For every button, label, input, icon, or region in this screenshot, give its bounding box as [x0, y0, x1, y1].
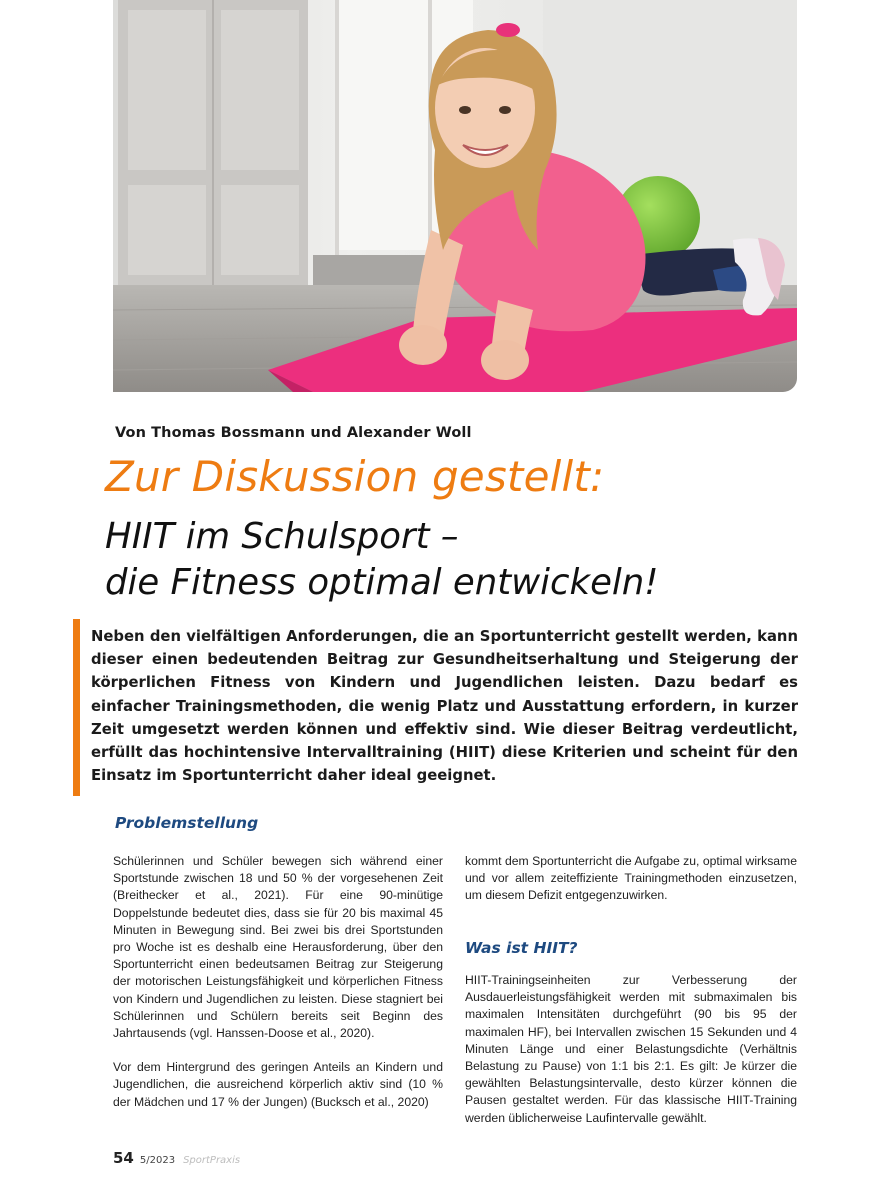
lead-paragraph: Neben den vielfältigen Anforderungen, die an Sportunterricht gestellt werden, kann dieser einen bedeutenden Beitrag zur Gesundheitserhaltung und Steigerung der körperlichen Fitness von Kindern und Jugendlichen leisten. Dazu bedarf es einfacher Trainingsmethoden, die wenig Platz und Ausstattung erfordern, in kurzer Zeit umgesetzt werden können und effektiv sind. Wie dieser Beitrag verdeutlicht, erfüllt das hochintensive Intervalltraining (HIIT) diese Kriterien und scheint für den Einsatz im Sportunterricht daher ideal geeignet.: [91, 628, 798, 785]
page-footer: [113, 1149, 240, 1167]
subtitle: [105, 514, 659, 606]
lead-accent-bar: [73, 619, 80, 796]
subtitle-line-1: HIIT im Schulsport –: [105, 516, 459, 557]
headline: Zur Diskussion gestellt:: [105, 452, 605, 501]
body-paragraph-continued: kommt dem Sportunterricht die Aufgabe zu, optimal wirksame und vor allem zeiteffiziente Trainingmethoden einzusetzen, um diesem Defizit entgegenzuwirken.: [465, 854, 797, 903]
body-paragraph: HIIT-Trainingseinheiten zur Verbesserung der Ausdauerleistungsfähigkeit werden mit submaximalen bis maximalen Intensitäten durchgeführt (90 bis 95 der maximalen HF), bei Intervallen zwischen 15 Sekunden und 4 Minuten Länge und einer Belastungsdichte (Verhältnis Belastung zu Pause) von 1:1 bis 2:1. Es gilt: Je kürzer die gewählten Belastungsintervalle, desto kürzer können die Pausen gestaltet werden. Für das klassische HIIT-Training werden üblicherweise Laufintervalle gewählt.: [465, 973, 797, 1125]
page-number: 54: [113, 1149, 134, 1167]
hero-photo: [113, 0, 797, 392]
section-heading-problemstellung: Problemstellung: [115, 814, 259, 832]
journal-name: SportPraxis: [183, 1155, 241, 1166]
body-paragraph: Vor dem Hintergrund des geringen Anteils an Kindern und Jugendlichen, die ausreichend körperlich aktiv sind (10 % der Mädchen und 17 % der Jungen) (Bucksch et al., 2020): [113, 1060, 443, 1109]
subtitle-line-2: die Fitness optimal entwickeln!: [105, 562, 659, 603]
issue-number: 5/2023: [139, 1155, 176, 1166]
body-paragraph: Schülerinnen und Schüler bewegen sich während einer Sportstunde zwischen 18 und 50 % der vorgesehenen Zeit (Breithecker et al., 2021). Für eine 90-minütige Doppelstunde bedeutet dies, dass sie für 20 bis maximal 45 Minuten in Bewegung sind. Bei zwei bis drei Sportstunden pro Woche ist es deshalb eine Herausforderung, über den Sportunterricht einen bedeutsamen Beitrag zur Steigerung der motorischen Leistungsfähigkeit und körperlichen Fitness von Kindern und Jugendlichen zu leisten. Diese stagniert bei Schülerinnen und Schülern bereits seit Beginn des Jahrtausends (vgl. Hanssen-Doose et al., 2020).: [113, 854, 443, 1041]
photo-illustration: [113, 0, 797, 392]
byline: Von Thomas Bossmann und Alexander Woll: [115, 425, 472, 441]
section-heading-was-ist-hiit: Was ist HIIT?: [465, 939, 578, 957]
column-left: [113, 853, 443, 1128]
